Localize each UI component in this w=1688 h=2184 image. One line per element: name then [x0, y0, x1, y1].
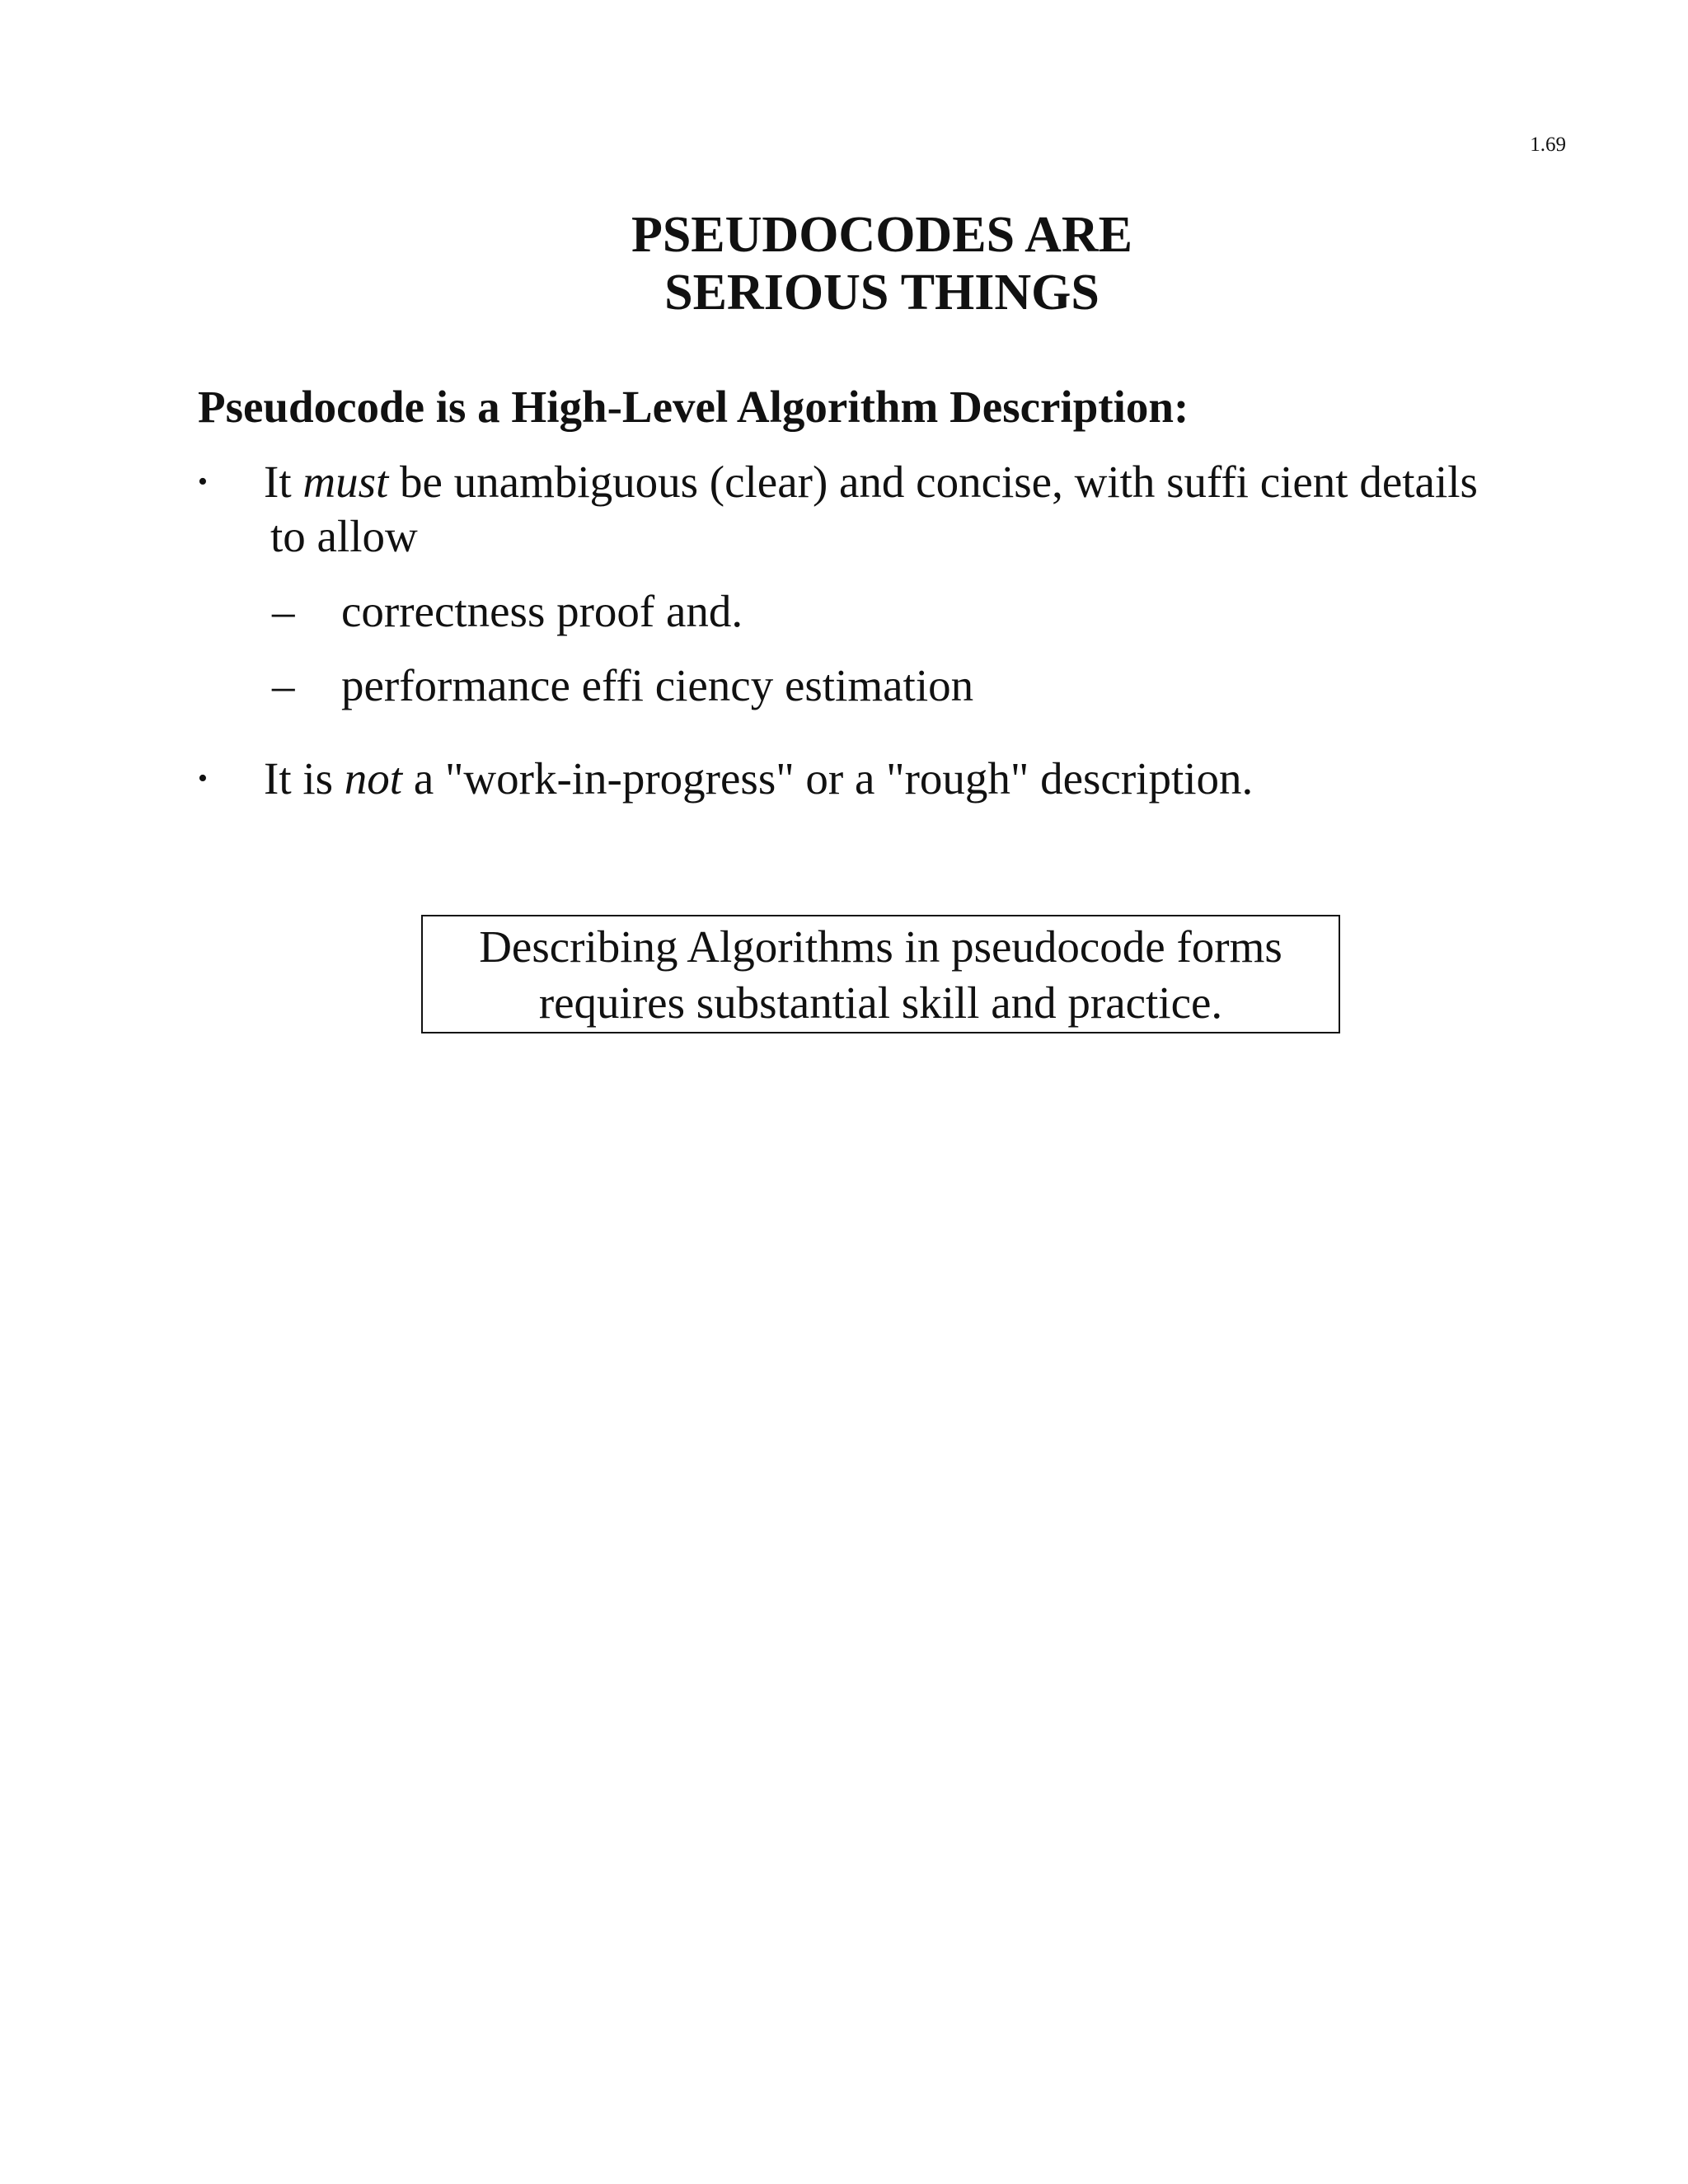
title-line-2: SERIOUS THINGS	[664, 265, 1100, 321]
sub-list-item	[272, 585, 743, 637]
note-box	[421, 915, 1340, 1033]
dash-marker: –	[272, 586, 295, 636]
bullet-text-pre: It	[264, 457, 303, 507]
page-number: 1.69	[1530, 134, 1566, 156]
bullet-text-post: a "work-in-progress" or a "rough" description.	[402, 753, 1254, 804]
sub-list-item	[272, 659, 973, 711]
bullet-item	[198, 455, 1599, 564]
sub-item-text: correctness proof and.	[341, 586, 743, 636]
bullet-emphasis: must	[302, 457, 389, 507]
bullet-text-pre: It is	[264, 753, 345, 804]
dash-marker: –	[272, 660, 295, 710]
sub-item-text: performance effi ciency estimation	[341, 660, 974, 710]
bullet-continuation: to allow	[270, 511, 418, 561]
note-line-1: Describing Algorithms in pseudocode forms	[479, 921, 1282, 972]
section-heading: Pseudocode is a High-Level Algorithm Description:	[198, 382, 1189, 432]
bullet-text	[264, 455, 1599, 564]
bullet-marker: •	[198, 763, 208, 794]
title-line-1: PSEUDOCODES ARE	[631, 207, 1133, 263]
bullet-item	[198, 752, 1253, 806]
bullet-text	[264, 752, 1253, 806]
note-line-2: requires substantial skill and practice.	[538, 977, 1223, 1028]
bullet-text-post: be unambiguous (clear) and concise, with suffi cient details	[388, 457, 1478, 507]
bullet-emphasis: not	[344, 753, 403, 804]
page-title	[0, 206, 1688, 321]
bullet-marker: •	[198, 466, 208, 497]
